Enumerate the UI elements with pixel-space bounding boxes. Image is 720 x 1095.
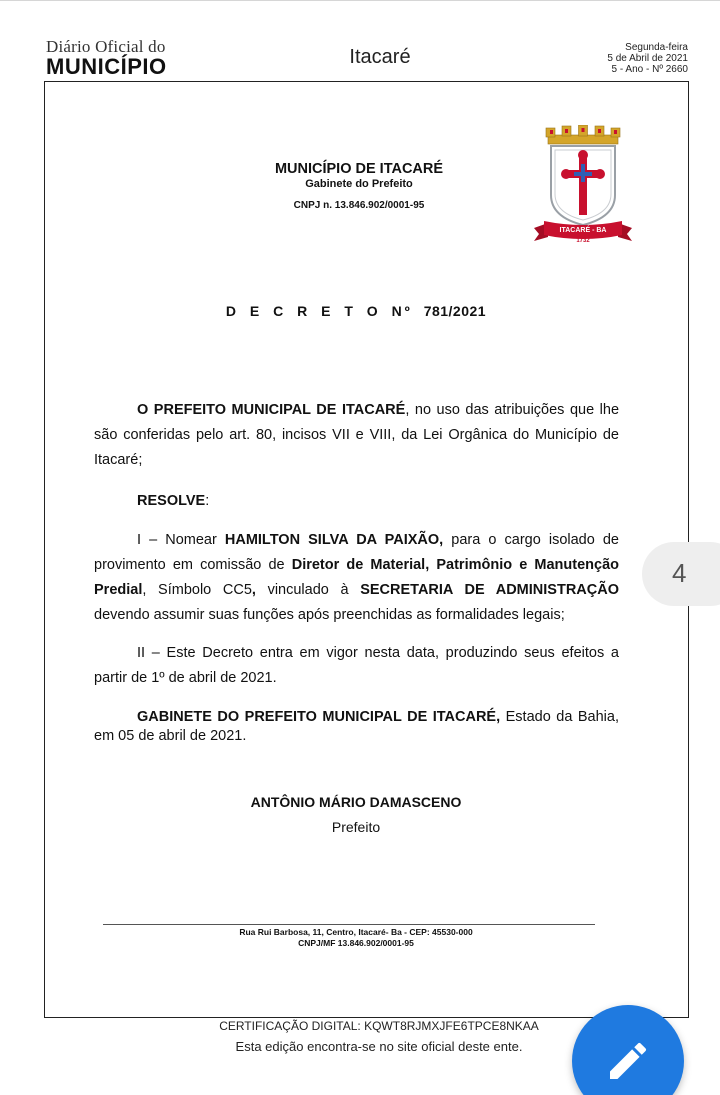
logo-line1: Diário Oficial do: [46, 37, 166, 56]
decree-title: [0, 303, 712, 319]
heading-cnpj: CNPJ n. 13.846.902/0001-95: [293, 200, 425, 211]
art1-symbol: , Símbolo CC5: [142, 582, 252, 598]
municipality-name: MUNICÍPIO DE ITACARÉ: [274, 161, 444, 177]
paragraph-article-2: II – Este Decreto entra em vigor nesta data, produzindo seus efeitos a partir de 1º de abril de 2021.: [94, 645, 619, 686]
page-number-indicator[interactable]: [642, 542, 720, 606]
footer-address: Rua Rui Barbosa, 11, Centro, Itacaré- Ba - CEP: 45530-000: [239, 927, 473, 937]
footer-cnpj: CNPJ/MF 13.846.902/0001-95: [298, 938, 414, 948]
header-weekday: Segunda-feira: [625, 42, 688, 53]
paragraph-closing: [94, 708, 619, 746]
art1-comma: ,: [251, 582, 256, 598]
decree-label: D E C R E T O Nº: [225, 303, 413, 319]
art1-text-a: para o cargo isolado de provimento em comissão de: [94, 532, 619, 573]
footer-divider: [103, 924, 595, 925]
art1-text-b: vinculado à: [255, 582, 361, 598]
art1-intro: I – Nomear: [137, 532, 225, 548]
office-name: Gabinete do Prefeito: [305, 178, 413, 190]
art1-position: Diretor de Material, Patrimônio e Manutenção Predial: [94, 557, 619, 598]
art1-text-c: devendo assumir suas funções após preenchidas as formalidades legais;: [94, 607, 565, 623]
closing-bold: GABINETE DO PREFEITO MUNICIPAL DE ITACARÉ,: [137, 709, 501, 725]
decree-number: 781/2021: [423, 303, 487, 319]
art1-appointee: HAMILTON SILVA DA PAIXÃO,: [224, 532, 444, 548]
paragraph-preamble: [94, 398, 619, 473]
logo-line2: MUNICÍPIO: [46, 54, 167, 79]
page-number: 4: [672, 558, 687, 588]
signer-name: ANTÔNIO MÁRIO DAMASCENO: [250, 794, 462, 810]
crest-banner-text: ITACARÉ - BA: [559, 227, 607, 234]
closing-text: Estado da Bahia, em 05 de abril de 2021.: [94, 709, 619, 744]
header-date-block: [607, 42, 688, 75]
paragraph-article-1: [94, 528, 619, 628]
edition-notice: Esta edição encontra-se no site oficial deste ente.: [235, 1039, 523, 1054]
header-edition: 5 - Ano - Nº 2660: [611, 64, 688, 75]
header-city: Itacaré: [349, 46, 411, 68]
coat-of-arms-icon: [530, 125, 636, 245]
header-date: 5 de Abril de 2021: [607, 53, 688, 64]
pencil-icon: [604, 1037, 652, 1085]
digital-certification: CERTIFICAÇÃO DIGITAL: KQWT8RJMXJFE6TPCE8NKAA: [219, 1019, 539, 1033]
resolve-colon: :: [205, 493, 210, 509]
crest-year-text: 1732: [576, 238, 590, 244]
paragraph-resolve: [94, 489, 619, 514]
resolve-label: RESOLVE: [137, 493, 206, 509]
top-divider: [0, 0, 720, 1]
signer-role: Prefeito: [331, 819, 381, 835]
preamble-text: , no uso das atribuições que lhe são conferidas pelo art. 80, incisos VII e VIII, da Lei Orgânica do Município de Itacaré;: [94, 402, 620, 468]
art1-department: SECRETARIA DE ADMINISTRAÇÃO: [360, 582, 619, 598]
preamble-bold: O PREFEITO MUNICIPAL DE ITACARÉ: [137, 402, 406, 418]
